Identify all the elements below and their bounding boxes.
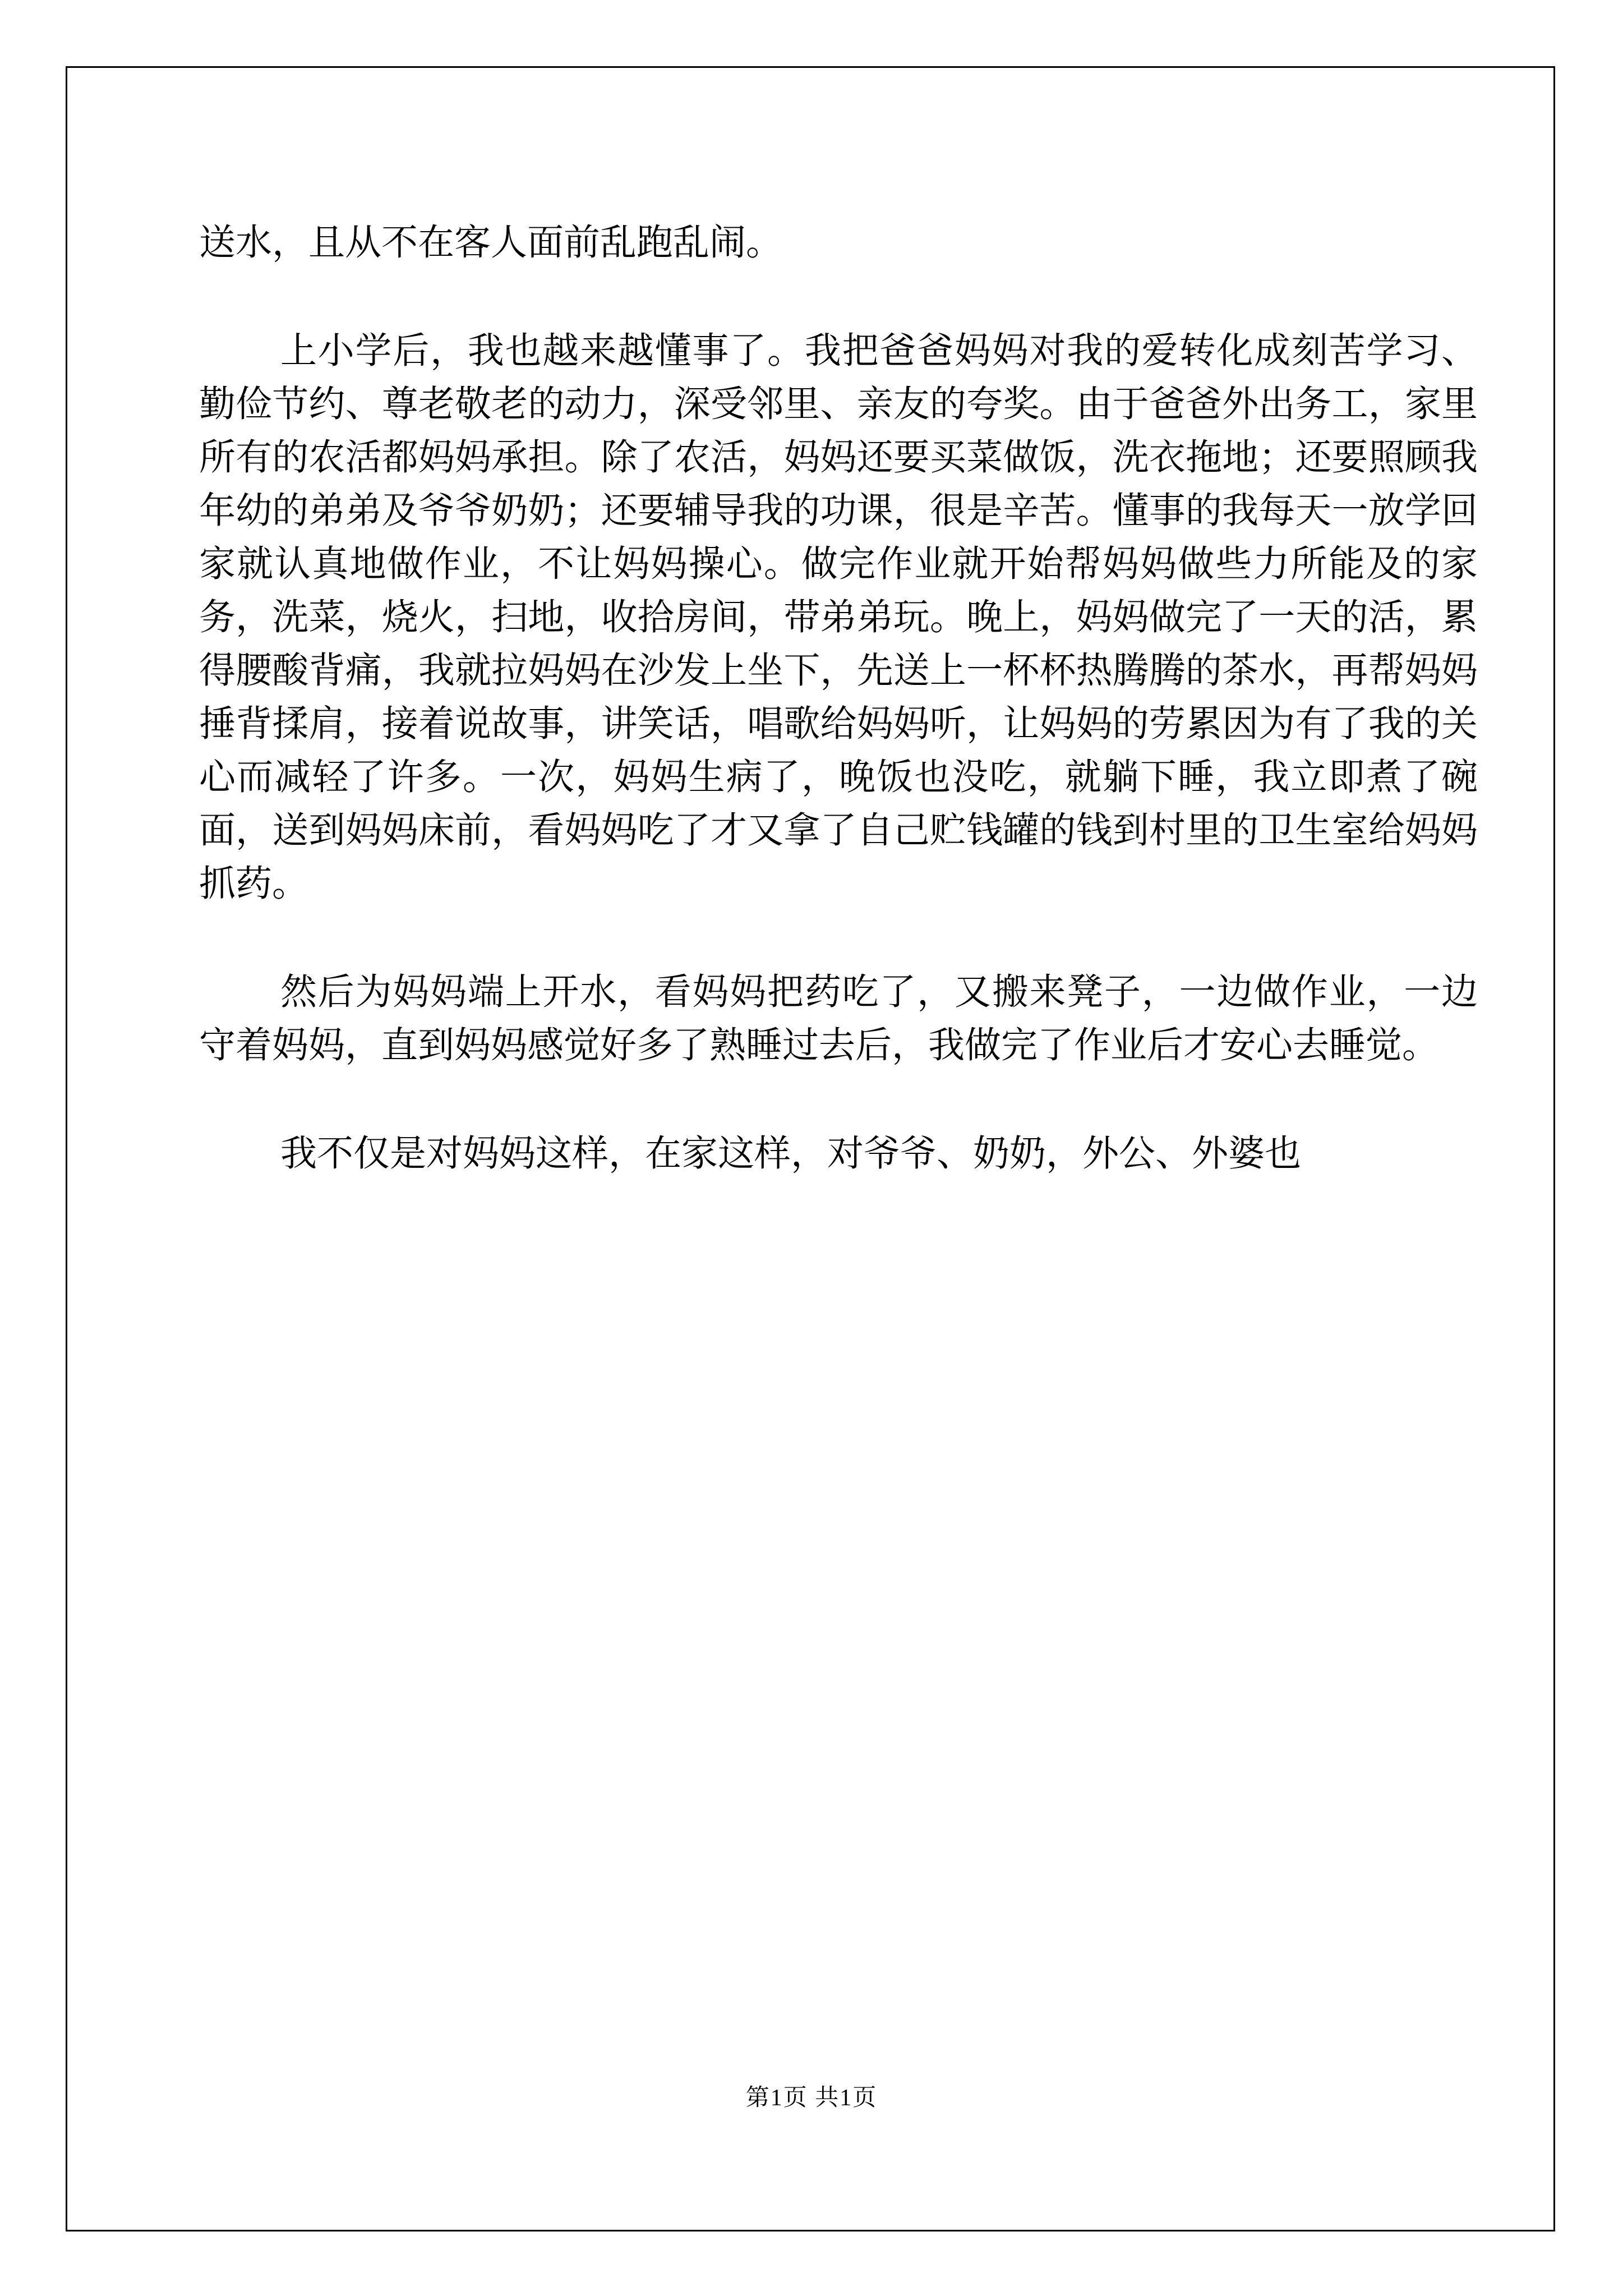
paragraph-1: 送水，且从不在客人面前乱跑乱闹。: [199, 222, 783, 264]
document-body: [199, 216, 1478, 1235]
paragraph-3: 然后为妈妈端上开水，看妈妈把药吃了，又搬来凳子，一边做作业，一边守着妈妈，直到妈妈感觉好多了熟睡过去后，我做完了作业后才安心去睡觉。: [199, 971, 1478, 1066]
paragraph-4: 我不仅是对妈妈这样，在家这样，对爷爷、奶奶，外公、外婆也: [280, 1133, 1302, 1175]
page-footer: 第1页 共1页: [745, 2085, 878, 2111]
paragraph-2: 上小学后，我也越来越懂事了。我把爸爸妈妈对我的爱转化成刻苦学习、勤俭节约、尊老敬老的动力，深受邻里、亲友的夸奖。由于爸爸外出务工，家里所有的农活都妈妈承担。除了农活，妈妈还要买菜做饭，洗衣拖地；还要照顾我年幼的弟弟及爷爷奶奶；还要辅导我的功课，很是辛苦。懂事的我每天一放学回家就认真地做作业，不让妈妈操心。做完作业就开始帮妈妈做些力所能及的家务，洗菜，烧火，扫地，收拾房间，带弟弟玩。晚上，妈妈做完了一天的活，累得腰酸背痛，我就拉妈妈在沙发上坐下，先送上一杯杯热腾腾的茶水，再帮妈妈捶背揉肩，接着说故事，讲笑话，唱歌给妈妈听，让妈妈的劳累因为有了我的关心而减轻了许多。一次，妈妈生病了，晚饭也没吃，就躺下睡，我立即煮了碗面，送到妈妈床前，看妈妈吃了才又拿了自己贮钱罐的钱到村里的卫生室给妈妈抓药。: [199, 330, 1478, 905]
